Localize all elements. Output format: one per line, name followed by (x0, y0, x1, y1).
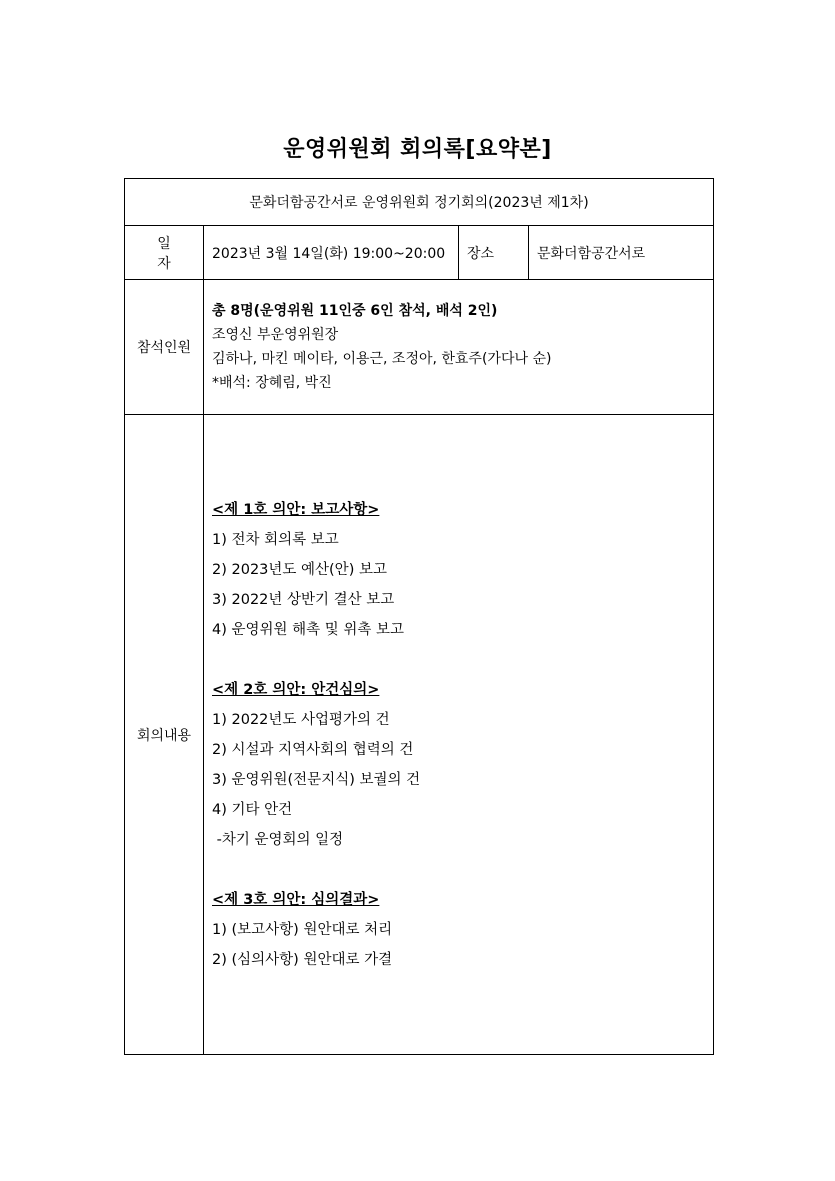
agenda-item: 4) 기타 안건 (212, 802, 293, 818)
agenda-item: 4) 운영위원 해촉 및 위촉 보고 (212, 622, 405, 638)
date-row (125, 226, 714, 280)
attendees-observers: *배석: 장혜림, 박진 (212, 375, 332, 391)
agenda-heading-1: <제 1호 의안: 보고사항> (212, 502, 380, 518)
attendees-list (204, 280, 714, 415)
attendees-total: 총 8명(운영위원 11인중 6인 참석, 배석 2인) (212, 303, 498, 319)
attendees-row (125, 280, 714, 415)
agenda-item: 2) 2023년도 예산(안) 보고 (212, 562, 387, 578)
content-row (125, 415, 714, 1055)
agenda-subitem: -차기 운영회의 일정 (212, 832, 344, 848)
date-value: 2023년 3월 14일(화) 19:00~20:00 (204, 226, 459, 280)
agenda-item: 2) (심의사항) 원안대로 가결 (212, 952, 393, 968)
minutes-table (124, 178, 714, 1055)
agenda-item: 1) 2022년도 사업평가의 건 (212, 712, 390, 728)
section-gap (212, 855, 705, 885)
agenda-heading-3: <제 3호 의안: 심의결과> (212, 892, 380, 908)
agenda-item: 1) (보고사항) 원안대로 처리 (212, 922, 393, 938)
place-label: 장소 (459, 226, 529, 280)
content-label: 회의내용 (125, 415, 204, 1055)
agenda-item: 3) 2022년 상반기 결산 보고 (212, 592, 395, 608)
attendees-vice-chair: 조영신 부운영위원장 (212, 327, 339, 343)
agenda-item: 2) 시설과 지역사회의 협력의 건 (212, 742, 414, 758)
agenda-heading-2: <제 2호 의안: 안건심의> (212, 682, 380, 698)
meeting-name: 문화더함공간서로 운영위원회 정기회의(2023년 제1차) (125, 179, 714, 226)
document-title: 운영위원회 회의록[요약본] (283, 137, 552, 162)
content-body (204, 415, 714, 1055)
meeting-name-row (125, 179, 714, 226)
attendees-label: 참석인원 (125, 280, 204, 415)
attendees-members: 김하나, 마킨 메이타, 이용근, 조정아, 한효주(가다나 순) (212, 351, 552, 367)
place-value: 문화더함공간서로 (529, 226, 714, 280)
section-gap (212, 645, 705, 675)
agenda-item: 1) 전차 회의록 보고 (212, 532, 339, 548)
agenda-item: 3) 운영위원(전문지식) 보궐의 건 (212, 772, 421, 788)
date-label: 일 자 (125, 226, 204, 280)
